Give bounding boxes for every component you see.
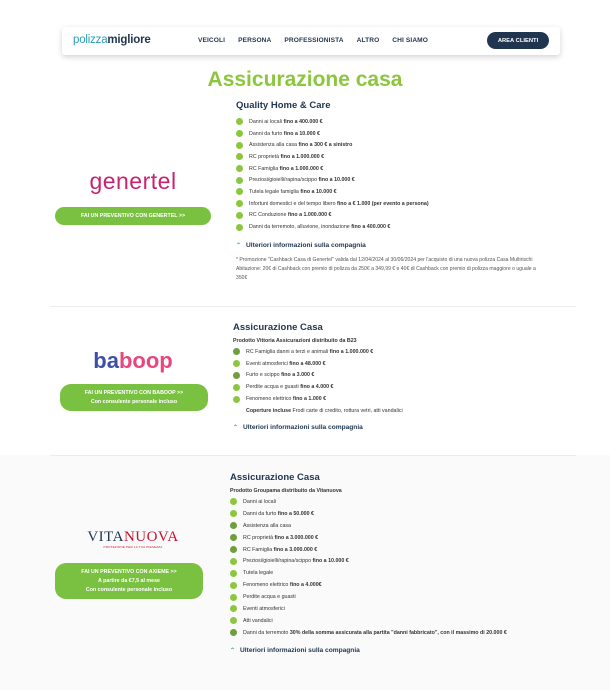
feature-item: Perdite acqua e guasti — [230, 591, 507, 603]
bullet-icon — [236, 200, 243, 207]
bullet-icon — [230, 522, 237, 529]
bullet-icon — [236, 212, 243, 219]
offer-title: Assicurazione Casa — [233, 322, 323, 333]
bullet-icon — [236, 142, 243, 149]
feature-list — [236, 116, 546, 233]
bullet-icon — [233, 384, 240, 391]
feature-list — [233, 346, 403, 417]
bullet-icon — [230, 605, 237, 612]
feature-list — [230, 496, 507, 639]
feature-item: Danni da furto fino a 10.000 € — [236, 128, 546, 140]
feature-item: RC Conduzione fino a 1.000.000 € — [236, 210, 546, 222]
feature-item: RC Famiglia danni a terzi e animali fino a 1.000.000 € — [233, 346, 403, 358]
bullet-icon — [230, 498, 237, 505]
chevron-up-icon: ⌃ — [230, 647, 236, 654]
offer-subtitle: Prodotto Groupama distribuito da Vitanuova — [230, 488, 342, 494]
feature-item: Atti vandalici — [230, 615, 507, 627]
bullet-icon — [236, 153, 243, 160]
vitanuova-logo: VITANUOVA PROTEZIONE PER LA TUA PIENEZZA — [87, 529, 179, 549]
main-menu — [198, 37, 441, 44]
bullet-icon — [230, 594, 237, 601]
site-logo[interactable]: polizzamigliore — [73, 34, 151, 46]
feature-item: Danni ai locali fino a 400.000 € — [236, 116, 546, 128]
offer-genertel — [0, 98, 610, 298]
feature-item: Fenomeno elettrico fino a 4.000€ — [230, 579, 507, 591]
feature-item: RC proprietà fino a 1.000.000 € — [236, 151, 546, 163]
feature-item: Danni ai locali — [230, 496, 507, 508]
baboop-more-info-link[interactable]: ⌃ Ulteriori informazioni sulla compagnia — [233, 423, 363, 431]
bullet-icon — [236, 130, 243, 137]
bullet-icon — [233, 360, 240, 367]
feature-item: Assistenza alla casa fino a 300 € a sinistro — [236, 139, 546, 151]
offer-title: Assicurazione Casa — [230, 472, 320, 483]
bullet-icon — [236, 165, 243, 172]
feature-item: Furto e scippo fino a 3.000 € — [233, 370, 403, 382]
bullet-icon — [233, 396, 240, 403]
offer-baboop — [0, 320, 610, 445]
bullet-icon — [230, 582, 237, 589]
top-navbar — [62, 27, 560, 55]
feature-item: Tutela legale famiglia fino a 10.000 € — [236, 186, 546, 198]
feature-item-extra: Coperture incluse Frodi carte di credito, rottura vetri, atti vandalici — [246, 407, 403, 414]
genertel-logo: genertel — [89, 168, 177, 194]
feature-item: Perdite acqua e guasti fino a 4.000 € — [233, 381, 403, 393]
menu-item-professionista[interactable]: PROFESSIONISTA — [284, 37, 344, 44]
menu-item-chi-siamo[interactable]: CHI SIAMO — [392, 37, 428, 44]
menu-item-veicoli[interactable]: VEICOLI — [198, 37, 226, 44]
bullet-icon — [236, 224, 243, 231]
page-title: Assicurazione casa — [207, 68, 403, 91]
baboop-quote-button[interactable]: FAI UN PREVENTIVO CON BABOOP >> Con consulente personale incluso — [60, 384, 208, 411]
menu-item-altro[interactable]: ALTRO — [356, 37, 380, 44]
feature-item: Assistenza alla casa — [230, 520, 507, 532]
feature-item: Fenomeno elettrico fino a 1.000 € — [233, 393, 403, 405]
bullet-icon — [233, 348, 240, 355]
section-divider — [50, 455, 576, 456]
chevron-up-icon: ⌃ — [236, 242, 242, 249]
feature-item: Preziosi/gioielli/rapina/scippo fino a 10.000 € — [236, 174, 546, 186]
feature-item: Eventi atmosferici fino a 48.000 € — [233, 358, 403, 370]
bullet-icon — [236, 177, 243, 184]
feature-item: Infortuni domestici e del tempo libero fino a € 1.000 (per evento a persona) — [236, 198, 546, 210]
bullet-icon — [236, 118, 243, 125]
feature-item: Preziosi/gioielli/rapina/scippo fino a 10.000 € — [230, 555, 507, 567]
bullet-icon — [230, 546, 237, 553]
bullet-icon — [230, 570, 237, 577]
bullet-icon — [236, 188, 243, 195]
axieme-quote-button[interactable]: FAI UN PREVENTIVO CON AXIEME >> A partire da €7,5 al mese Con consulente personale incluso — [55, 563, 203, 599]
bullet-icon — [230, 629, 237, 636]
menu-item-persona[interactable]: PERSONA — [238, 37, 272, 44]
offer-subtitle: Prodotto Vittoria Assicurazioni distribuito da B23 — [233, 338, 357, 344]
bullet-icon — [230, 534, 237, 541]
feature-item: Eventi atmosferici — [230, 603, 507, 615]
feature-item: Tutela legale — [230, 567, 507, 579]
feature-item: RC Famiglia fino a 3.000.000 € — [230, 544, 507, 556]
feature-item: RC Famiglia fino a 1.000.000 € — [236, 163, 546, 175]
baboop-logo: baboop — [93, 348, 173, 373]
offer-vitanuova — [0, 470, 610, 685]
bullet-icon — [233, 372, 240, 379]
section-divider — [50, 306, 576, 307]
area-clienti-button[interactable]: AREA CLIENTI — [487, 32, 549, 49]
bullet-icon — [230, 510, 237, 517]
feature-item: Danni da terremoto, alluvione, inondazione fino a 400.000 € — [236, 221, 546, 233]
bullet-icon — [230, 617, 237, 624]
genertel-quote-button[interactable]: FAI UN PREVENTIVO CON GENERTEL >> — [55, 207, 211, 225]
vitanuova-more-info-link[interactable]: ⌃ Ulteriori informazioni sulla compagnia — [230, 646, 360, 654]
feature-item: Danni da furto fino a 50.000 € — [230, 508, 507, 520]
feature-item: RC proprietà fino a 3.000.000 € — [230, 532, 507, 544]
feature-item: Danni da terremoto 30% della somma assicurata alla partita "danni fabbricato", con il massimo di 20.000 € — [230, 627, 507, 639]
offer-title: Quality Home & Care — [236, 100, 331, 111]
chevron-up-icon: ⌃ — [233, 424, 239, 431]
genertel-more-info-link[interactable]: ⌃ Ulteriori informazioni sulla compagnia — [236, 241, 366, 249]
bullet-icon — [230, 558, 237, 565]
promo-note: * Promozione "Cashback Casa di Genertel" valida dal 12/04/2024 al 30/06/2024 per l'acquisto di una nuova polizza Casa Multirischi Abitazione: 20€ di Cashback con premio di polizza da 250€ a 349,99 € e 40€ di Cashback con premio di polizza maggiore o uguale a 350€ — [236, 256, 536, 281]
